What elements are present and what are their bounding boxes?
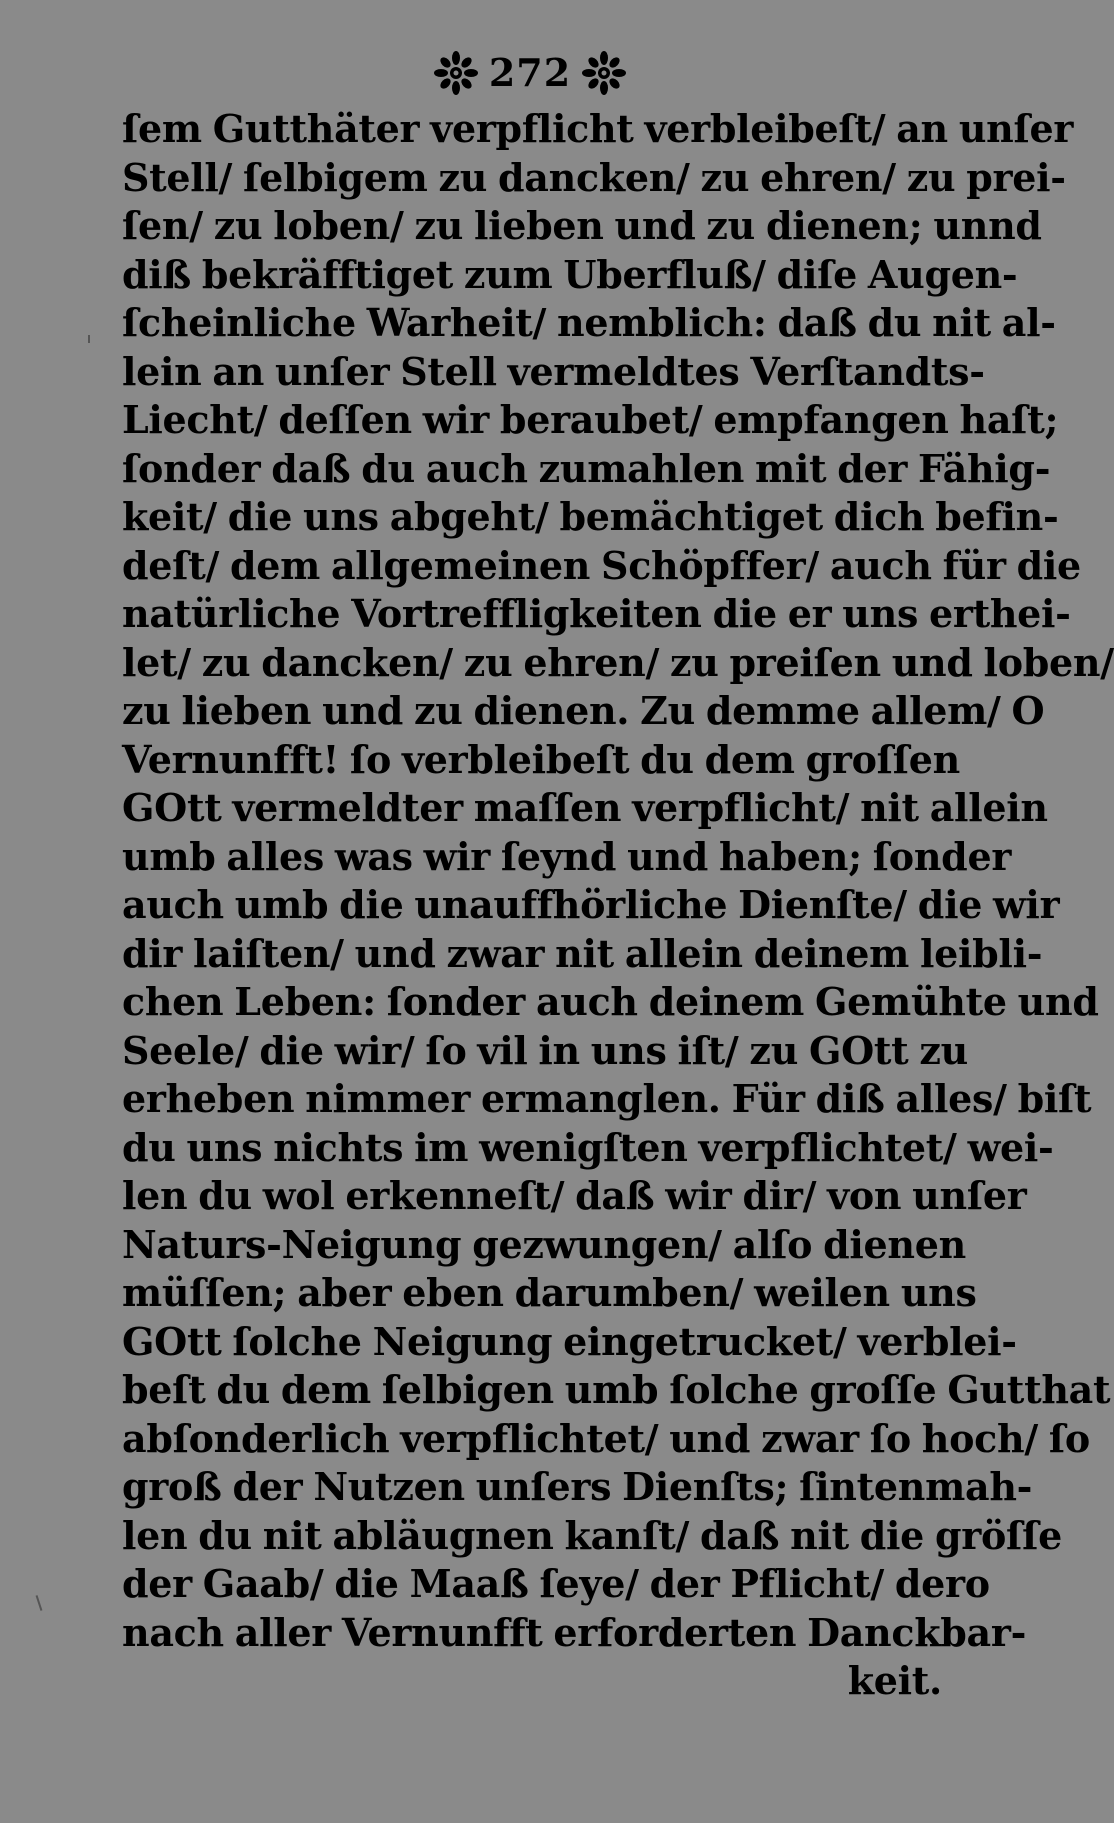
text-line: len du wol erkenneſt/ daß wir dir/ von unſer <box>122 1173 1027 1218</box>
margin-speck <box>36 1595 43 1611</box>
text-line: ſcheinliche Warheit/ nemblich: daß du nit al- <box>122 300 1056 345</box>
text-line: Seele/ die wir/ ſo vil in uns iſt/ zu GOtt zu <box>122 1027 968 1073</box>
text-line: du uns nichts im wenigſten verpflichtet/ wei- <box>122 1124 1054 1170</box>
text-line: nach aller Vernunfft erforderten Danckbar- <box>122 1609 1027 1655</box>
text-line: abſonderlich verpflichtet/ und zwar ſo hoch/ ſo <box>122 1415 1090 1461</box>
text-line: ſen/ zu loben/ zu lieben und zu dienen; unnd <box>122 203 1042 248</box>
page-header <box>400 42 660 104</box>
text-line: GOtt vermeldter maſſen verpflicht/ nit allein <box>122 785 1048 830</box>
text-line: ſem Gutthäter verpflicht verbleibeſt/ an unſer <box>122 106 1074 151</box>
text-line: Naturs-Neigung gezwungen/ alſo dienen <box>122 1221 966 1267</box>
text-line: dir laiſten/ und zwar nit allein deinem leibli- <box>122 930 1043 976</box>
text-line: beſt du dem ſelbigen umb ſolche groſſe Gutthat <box>122 1367 1111 1412</box>
text-line: der Gaab/ die Maaß ſeye/ der Pflicht/ dero <box>122 1561 990 1606</box>
text-line: natürliche Vortreffligkeiten die er uns erthei- <box>122 591 1071 636</box>
text-line: groß der Nutzen unſers Dienſts; ſintenmah- <box>122 1464 1033 1509</box>
text-line: lein an unſer Stell vermeldtes Verſtandts- <box>122 348 985 394</box>
text-line: auch umb die unauffhörliche Dienſte/ die wir <box>122 882 1060 927</box>
body-text <box>122 105 1114 1706</box>
flower-ornament-icon <box>433 50 479 96</box>
text-line: umb alles was wir ſeynd und haben; ſonder <box>122 833 1012 879</box>
text-line: len du nit abläugnen kanſt/ daß nit die gröſſe <box>122 1512 1062 1558</box>
text-line: müſſen; aber eben darumben/ weilen uns <box>122 1270 977 1315</box>
text-line: keit. <box>847 1658 942 1703</box>
text-line: Liecht/ deſſen wir beraubet/ empfangen haſt; <box>122 397 1059 442</box>
text-line: erheben nimmer ermanglen. Für diß alles/ biſt <box>122 1076 1092 1121</box>
text-line: diß bekräfftiget zum Uberfluß/ diſe Augen- <box>122 251 1018 297</box>
text-line: deſt/ dem allgemeinen Schöpffer/ auch für die <box>122 542 1081 588</box>
text-line: chen Leben: ſonder auch deinem Gemühte und <box>122 979 1099 1024</box>
text-line: ſonder daß du auch zumahlen mit der Fähig- <box>122 445 1051 491</box>
margin-speck <box>88 335 90 343</box>
text-line: Stell/ ſelbigem zu dancken/ zu ehren/ zu prei- <box>122 154 1066 200</box>
text-line: Vernunfft! ſo verbleibeſt du dem groſſen <box>122 736 960 782</box>
page-number: 272 <box>488 50 572 95</box>
text-line: zu lieben und zu dienen. Zu demme allem/ O <box>122 688 1045 733</box>
text-line: let/ zu dancken/ zu ehren/ zu preiſen und loben/ <box>122 639 1114 685</box>
flower-ornament-icon <box>581 50 627 96</box>
text-line: GOtt ſolche Neigung eingetrucket/ verblei- <box>122 1318 1017 1364</box>
text-line: keit/ die uns abgeht/ bemächtiget dich befin- <box>122 494 1059 539</box>
